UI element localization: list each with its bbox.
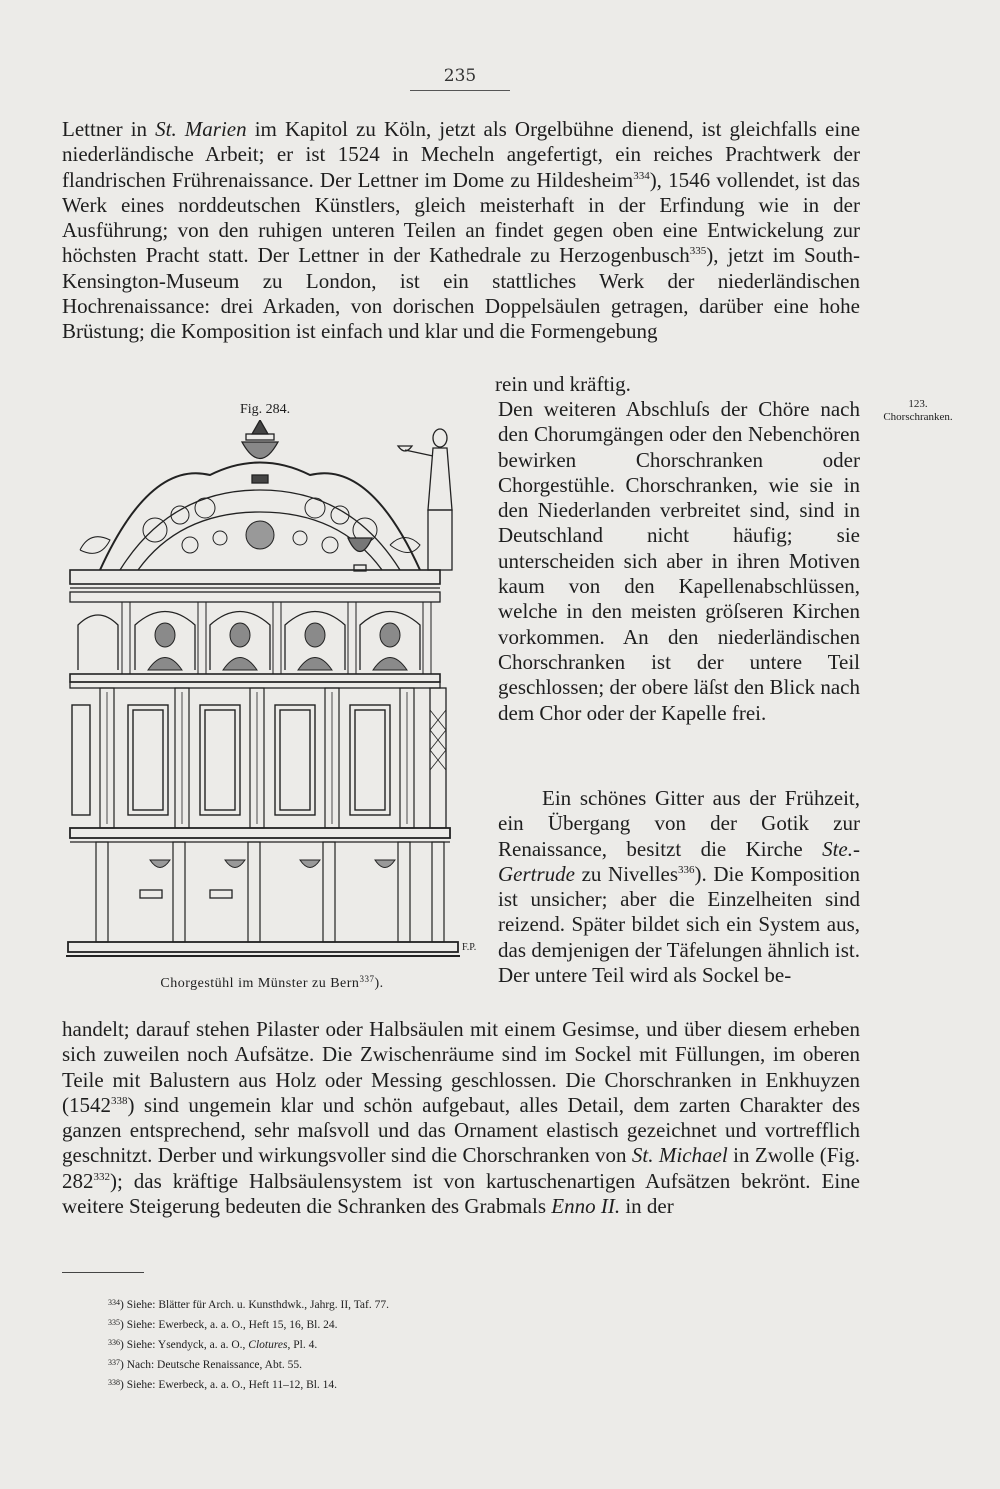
text-run: zu Nivelles	[575, 861, 679, 886]
footnote-ref: 335	[108, 1318, 120, 1327]
text-run: ) Siehe: Ysendyck, a. a. O.,	[120, 1339, 249, 1351]
text-run: ); das kräftige Halbsäulensystem ist von kartuschenartigen Aufsätzen bekrönt. Eine weitere Steigerung bedeuten die Schranken des Grabmals	[62, 1168, 860, 1219]
italic-text: Ste.-Gertrude	[498, 836, 860, 886]
paragraph-lettner-end: rein und kräftig.	[495, 372, 631, 396]
text-run: ) Siehe: Blätter für Arch. u. Kunsthdwk., Jahrg. II, Taf. 77.	[120, 1299, 389, 1311]
text-run: handelt; darauf stehen Pilaster oder Halbsäulen mit einem Gesimse, und über diesem erheben sich zuweilen noch Aufsätze. Die Zwischenräume sind im Sockel mit Füllungen, im oberen Teile mit Balustern aus Holz oder Messing geschlossen. Die Chorschranken in Enkhuyzen (1542	[62, 1017, 860, 1117]
figure-caption: Chorgestühl im Münster zu Bern$^{337}$).	[160, 974, 384, 991]
paragraph-lettner	[62, 117, 860, 345]
italic-text: St. Michael	[631, 1143, 728, 1168]
text-run: in der	[620, 1194, 674, 1219]
margin-note-text: Chorschranken.	[883, 411, 953, 423]
italic-text: Enno II.	[551, 1194, 621, 1219]
text-run: in Zwolle (Fig. 282	[62, 1143, 861, 1193]
paragraph-system	[62, 1017, 860, 1219]
italic-text: St. Marien	[155, 117, 247, 141]
footnote-ref: 338	[111, 1094, 128, 1107]
text-run: ) sind ungemein klar und schön aufgebaut, alles Detail, dem zarten Charakter des ganzen entsprechend, sehr maſsvoll und das Ornament elastisch gezeichnet und vortrefflich geschnitzt. Derber und wirkungsvoller sind die Chorschranken von	[62, 1092, 860, 1168]
footnote-336	[108, 1334, 628, 1354]
figure-signature: F.P.	[462, 942, 477, 953]
paragraph-chorschranken: Den weiteren Abschluſs der Chöre nach den Chorumgängen oder den Nebenchören bewirken Chorschranken oder Chorgestühle. Chorschranken, wie sie in den Niederlanden verbreitet sind, sind in Deutschland nicht häufig; sie unterscheiden sich aber in ihren Motiven kaum von den Kapellenabschlüssen, welche in den meisten gröſseren Kirchen vorkommen. An den niederländischen Chorschranken ist der untere Teil geschlossen; der obere läſst den Blick nach dem Chor oder der Kapelle frei.	[498, 397, 860, 725]
footnote-ref: 338	[108, 1378, 120, 1387]
margin-note-number: 123.	[908, 398, 928, 410]
footnote-338	[108, 1374, 628, 1394]
figure-choir-stalls	[60, 420, 485, 968]
footnote-335	[108, 1314, 628, 1334]
footnote-ref: 337	[108, 1358, 120, 1367]
paragraph-gitter	[498, 786, 860, 988]
text-run: ), jetzt im South-Kensington-Museum zu London, ist ein stattliches Werk der niederländischen Hochrenaissance: drei Arkaden, von dorischen Doppelsäulen getragen, darüber eine hohe Brüstung; die Komposition ist einfach und klar und die Formengebung	[62, 243, 860, 344]
footnotes	[108, 1294, 628, 1394]
header-rule	[410, 90, 510, 91]
footnote-ref: 335	[689, 245, 707, 258]
italic-text: Clotures	[248, 1339, 288, 1351]
footnote-ref: 336	[108, 1338, 120, 1347]
text-run: ), 1546 vollendet, ist das Werk eines norddeutschen Künstlers, gleich meisterhaft in der Erfindung wie in der Ausführung; von den ruhigen unteren Teilen an findet gegen oben eine Entwickelung zur höchsten Pracht statt. Der Lettner in der Kathedrale zu Herzogenbusch	[62, 167, 860, 268]
footnote-337	[108, 1354, 628, 1374]
footnote-rule	[62, 1272, 144, 1273]
figure-label: Fig. 284.	[240, 402, 291, 417]
footnote-ref: 332	[93, 1170, 110, 1183]
footnote-ref: 336	[678, 863, 695, 876]
footnote-334	[108, 1294, 628, 1314]
text-run: ) Nach: Deutsche Renaissance, Abt. 55.	[120, 1359, 303, 1371]
text-run: ) Siehe: Ewerbeck, a. a. O., Heft 15, 16, Bl. 24.	[120, 1319, 338, 1331]
page-number: 235	[443, 66, 477, 86]
text-run: ). Die Komposition ist unsicher; aber die Einzelheiten sind reizend. Später bildet sich ein System aus, das demjenigen der Täfelungen ähnlich ist. Der untere Teil wird als Sockel be-	[498, 861, 860, 988]
margin-note	[868, 398, 968, 424]
text-run: , Pl. 4.	[287, 1339, 318, 1351]
footnote-ref: 334	[108, 1298, 120, 1307]
footnote-ref: 334	[633, 169, 650, 182]
text-run: Lettner in	[62, 117, 156, 141]
text-run: im Kapitol zu Köln, jetzt als Orgelbühne dienend, ist gleichfalls eine niederländische Arbeit; er ist 1524 in Mecheln angefertigt, ein reiches Prachtwerk der flandrischen Frührenaissance. Der Lettner im Dome zu Hildesheim	[62, 117, 861, 192]
text-run: Ein schönes Gitter aus der Frühzeit, ein Übergang von der Gotik zur Renaissance, besitzt die Kirche	[498, 786, 860, 861]
text-run: ) Siehe: Ewerbeck, a. a. O., Heft 11–12, Bl. 14.	[120, 1379, 338, 1391]
